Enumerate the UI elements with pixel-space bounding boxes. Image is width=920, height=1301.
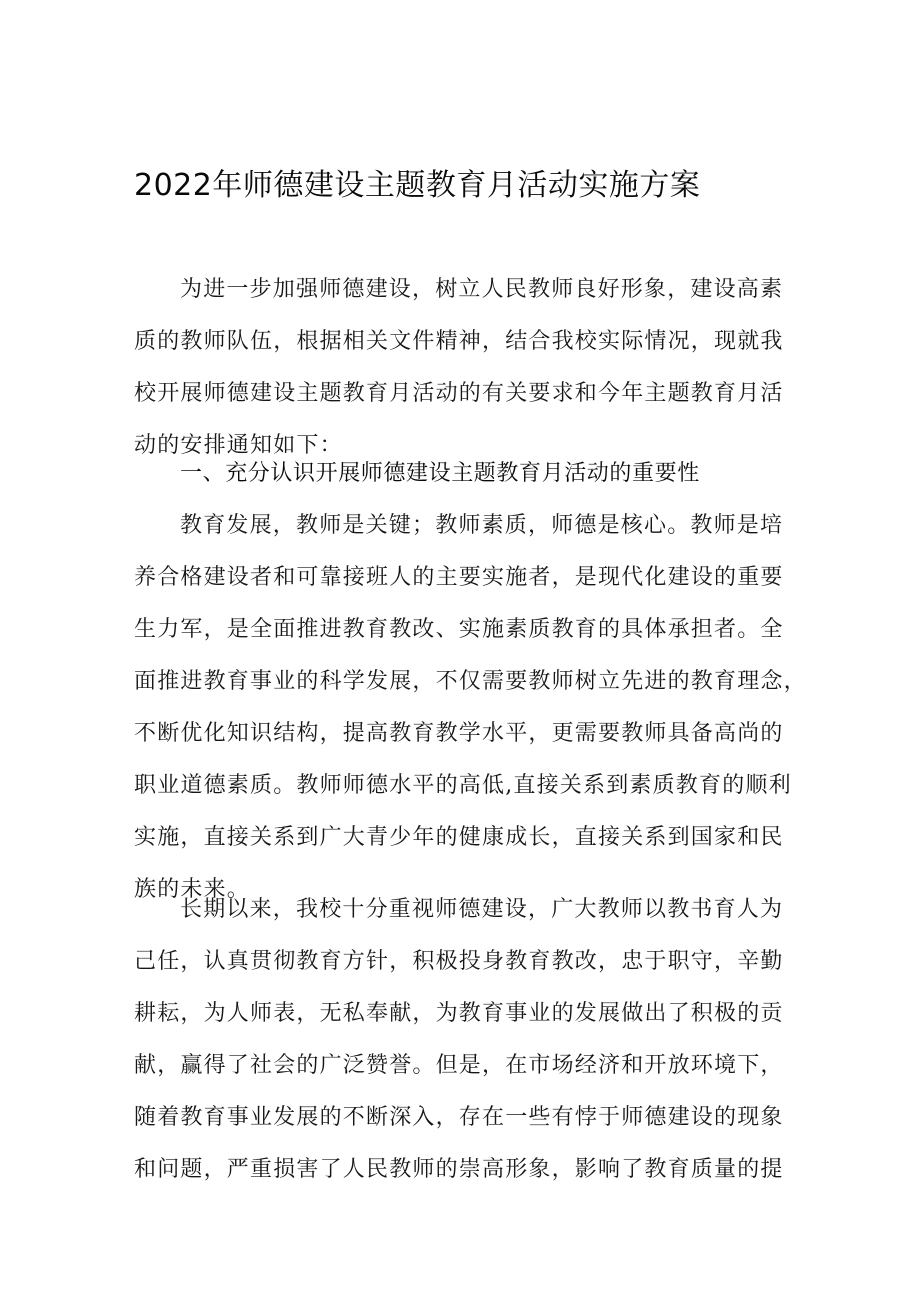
paragraph-line: 教育发展，教师是关键；教师素质，师德是核心。教师是培 xyxy=(180,513,784,538)
paragraph-line: 长期以来，我校十分重视师德建设，广大教师以教书育人为 xyxy=(180,897,784,922)
section-1-heading-block xyxy=(134,448,792,500)
paragraph-line: 随着教育事业发展的不断深入，存在一些有悖于师德建设的现象 xyxy=(134,1105,784,1130)
paragraph-line: 己任，认真贯彻教育方针，积极投身教育教改，忠于职守，辛勤 xyxy=(134,949,784,974)
paragraph-line: 质的教师队伍，根据相关文件精神，结合我校实际情况，现就我 xyxy=(134,329,784,354)
paragraph-line: 族的未来。 xyxy=(134,877,251,902)
paragraph-line: 耕耘，为人师表，无私奉献，为教育事业的发展做出了积极的贡 xyxy=(134,1001,784,1026)
paragraph-line: 不断优化知识结构，提高教育教学水平，更需要教师具备高尚的 xyxy=(134,721,784,746)
section-1-paragraph-1 xyxy=(134,500,807,916)
section-1-paragraph-2 xyxy=(134,884,792,1196)
paragraph-line: 生力军，是全面推进教育教改、实施素质教育的具体承担者。全 xyxy=(134,617,784,642)
intro-paragraph xyxy=(134,264,792,472)
paragraph-line: 为进一步加强师德建设，树立人民教师良好形象，建设高素 xyxy=(180,277,784,302)
paragraph-line: 动的安排通知如下： xyxy=(134,433,343,458)
paragraph-line: 职业道德素质。教师师德水平的高低,直接关系到素质教育的顺利 xyxy=(134,773,792,798)
paragraph-line: 实施，直接关系到广大青少年的健康成长，直接关系到国家和民 xyxy=(134,825,784,850)
paragraph-line: 校开展师德建设主题教育月活动的有关要求和今年主题教育月活 xyxy=(134,381,784,406)
document-title: 2022年师德建设主题教育月活动实施方案 xyxy=(134,168,701,203)
paragraph-line: 面推进教育事业的科学发展，不仅需要教师树立先进的教育理念， xyxy=(134,669,807,694)
section-1-heading: 一、充分认识开展师德建设主题教育月活动的重要性 xyxy=(180,461,700,486)
paragraph-line: 养合格建设者和可靠接班人的主要实施者，是现代化建设的重要 xyxy=(134,565,784,590)
paragraph-line: 和问题，严重损害了人民教师的崇高形象，影响了教育质量的提 xyxy=(134,1157,784,1182)
paragraph-line: 献，赢得了社会的广泛赞誉。但是，在市场经济和开放环境下， xyxy=(134,1053,784,1078)
